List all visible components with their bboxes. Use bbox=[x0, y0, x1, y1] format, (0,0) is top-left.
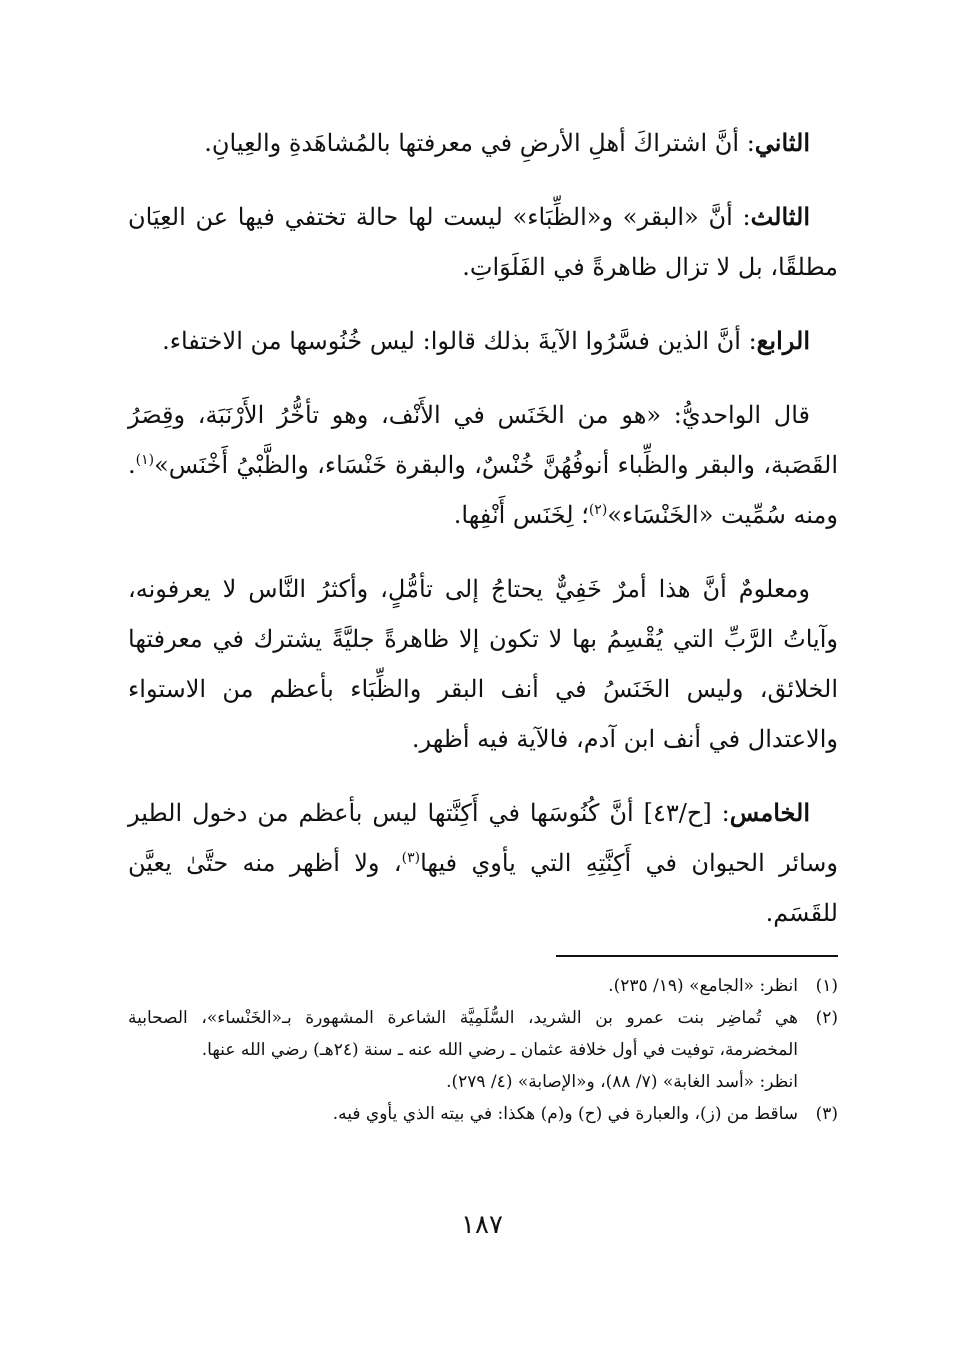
footnote-number: (٣) bbox=[815, 1104, 838, 1124]
paragraph-lead: الخامس bbox=[729, 798, 810, 827]
footnote-3 bbox=[128, 1098, 838, 1130]
footnote-text: انظر: «أسد الغابة» (٧/ ٨٨)، و«الإصابة» (٤/ ٢٧٩). bbox=[446, 1072, 798, 1092]
paragraph-argument bbox=[128, 564, 838, 764]
footnote-text: انظر: «الجامع» (١٩/ ٢٣٥). bbox=[608, 976, 798, 996]
paragraph-text: ، ولا أظهر منه حتَّىٰ يعيَّن للقَسَم. bbox=[128, 849, 838, 927]
paragraph-second bbox=[128, 118, 838, 168]
paragraph-wahidi-quote bbox=[128, 390, 838, 540]
main-text bbox=[128, 118, 838, 962]
paragraph-text: قال الواحديُّ: «هو من الخَنَس في الأَنْف، وهو تأخُّرُ الأَرْنَبَة، وقِصَرُ القَصَبة، والبقر والظِّباء أنوفُهُنَّ خُنْسٌ، والبقرة خَنْسَاء، والظَّبْيُ أَخْنَس» bbox=[128, 401, 838, 479]
paragraph-third bbox=[128, 192, 838, 292]
paragraph-text: : أنَّ «البقر» و«الظِّبَاء» ليست لها حالة تختفي فيها عن العِيَان مطلقًا، بل لا تزال ظاهرةً في الفَلَوَاتِ. bbox=[128, 203, 838, 281]
footnote-text: ساقط من (ز)، والعبارة في (ح) و(م) هكذا: في بيته الذي يأوي فيه. bbox=[332, 1104, 798, 1124]
paragraph-fourth bbox=[128, 316, 838, 366]
page-number: ١٨٧ bbox=[461, 1210, 503, 1240]
footnotes bbox=[128, 970, 838, 1130]
footnote-ref-1[interactable]: (١) bbox=[135, 452, 155, 468]
paragraph-text: : أنَّ الذين فسَّرُوا الآيةَ بذلك قالوا: ليس خُنُوسها من الاختفاء. bbox=[162, 327, 757, 355]
paragraph-text: : أنَّ اشتراكَ أهلِ الأرضِ في معرفتها بالمُشاهَدةِ والعِيانِ. bbox=[204, 129, 755, 157]
footnote-number: (١) bbox=[815, 976, 838, 996]
paragraph-text: : [ح/٤٣] أنَّ كُنُوسَها في أَكِنَّتها ليس بأعظم من دخول الطير وسائر الحيوان في أَكِنَّتِهِ التي يأوي فيها bbox=[128, 799, 839, 877]
footnote-ref-3[interactable]: (٣) bbox=[401, 850, 421, 866]
footnote-1 bbox=[128, 970, 838, 1002]
footnote-text: هي تُماضِر بنت عمرو بن الشريد، السُّلَمِيَّة الشاعرة المشهورة بـ«الخَنْساء»، الصحابية المخضرمة، توفيت في أول خلافة عثمان ـ رضي الله عنه ـ سنة (٢٤هـ) رضي الله عنها. bbox=[128, 1008, 798, 1060]
footnote-2 bbox=[128, 1002, 838, 1066]
paragraph-fifth bbox=[128, 788, 838, 938]
paragraph-lead: الثاني bbox=[754, 128, 810, 157]
footnote-ref-2[interactable]: (٢) bbox=[588, 502, 608, 518]
paragraph-lead: الثالث bbox=[750, 202, 810, 231]
paragraph-text: ومعلومٌ أنَّ هذا أمرٌ خَفِيٌّ يحتاجُ إلى تأمُّلٍ، وأكثرُ النَّاس لا يعرفونه، وآياتُ الرَّبِّ التي يُقْسِمُ بها لا تكون إلا ظاهرةً جليَّةً يشترك في معرفتها الخلائق، وليس الخَنَسُ في أنف البقر والظِّبَاء بأعظم من الاستواء والاعتدال في أنف ابن آدم، فالآية فيه أظهر. bbox=[128, 575, 838, 753]
paragraph-lead: الرابع bbox=[756, 326, 810, 355]
footnote-number: (٢) bbox=[815, 1008, 838, 1028]
footnote-separator bbox=[556, 955, 838, 957]
paragraph-text: . ومنه سُمِّيت «الخَنْسَاء» bbox=[128, 451, 838, 529]
footnote-2-reference bbox=[128, 1066, 838, 1098]
paragraph-text: ؛ لِخَنَس أَنْفِها. bbox=[453, 501, 589, 529]
